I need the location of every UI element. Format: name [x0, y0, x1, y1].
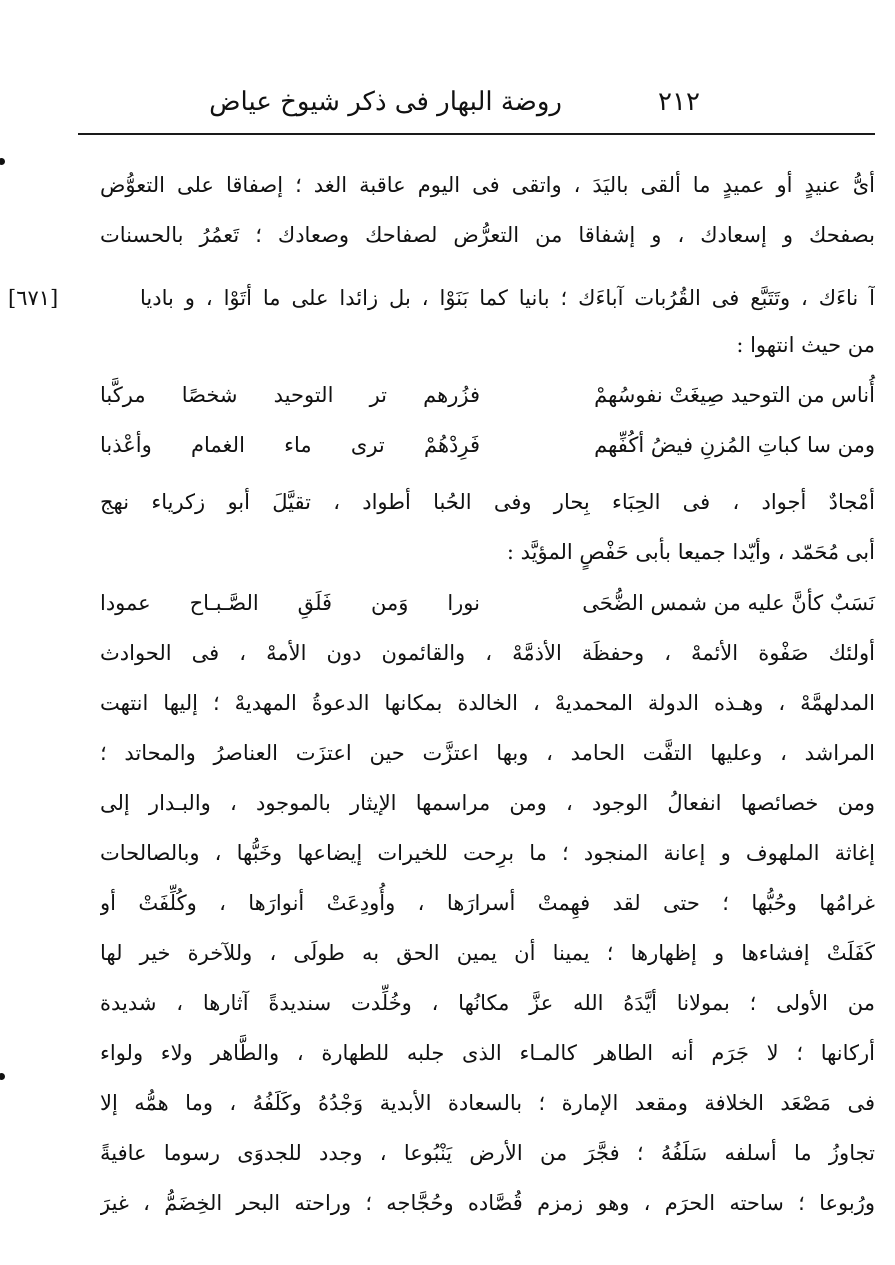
text-line: إغاثة الملهوف و إعانة المنجود ؛ ما برِحت للخيرات إيضاعها وخَبُّها ، وبالصالحات — [100, 841, 875, 865]
text-line: تجاوزُ ما أسلفه سَلَفُهُ ؛ فجَّرَ من الأرض يَنْبُوعا ، وجدد للجدوَى رسوما عافيةً — [100, 1141, 875, 1165]
verse-line — [100, 370, 875, 420]
scan-mark — [0, 1073, 5, 1080]
text-line: آ ناءَك ، وتَتَبَّع فى القُرُبات آباءَك ؛ بانيا كما بَنَوْا ، بل زائدا على ما أتَوْا ، و باديا — [140, 286, 875, 310]
verse-hemistich: فَرِدْهُمْ ترى ماء الغمام وأعْذبا — [100, 433, 480, 457]
text-line: ورُبوعا ؛ ساحته الحرَم ، وهو زمزم قُصَّاده وحُجَّاجه ؛ وراحته البحر الخِضَمُّ ، غيرَ — [100, 1191, 875, 1215]
text-line: أمْجادٌ أجواد ، فى الحِبَاء بِحار وفى الحُبا أطواد ، تقيَّلَ أبو زكرياء نهج — [100, 490, 875, 514]
text-line: بصفحك و إسعادك ، و إشفاقا من التعرُّض لصفاحك وصعادك ؛ تَعمُرُ بالحسنات — [100, 223, 875, 247]
verse-hemistich: فزُرهم تر التوحيد شخصًا مركَّبا — [100, 383, 480, 407]
margin-reference: [٦٧١] — [8, 286, 59, 310]
running-title: روضة البهار فى ذكر شيوخ عياض — [209, 87, 562, 117]
text-line: كَفَلَتْ إفشاءها و إظهارها ؛ يمينا أن يمين الحق به طولَى ، وللآخرة خير لها — [100, 941, 875, 965]
text-line: أولئك صَفْوة الأئمهْ ، وحفظَة الأذمَّهْ ، والقائمون دون الأمهْ ، فى الحوادث — [100, 641, 875, 665]
verse-hemistich: ومن سا كباتِ المُزنِ فيضُ أكُفِّهم — [594, 433, 875, 457]
text-line: فى مَصْعَد الخلافة ومقعد الإمارة ؛ بالسعادة الأبدية وَجْدُهُ وكَلَفُهُ ، وما همُّه إلا — [100, 1091, 875, 1115]
text-line: ومن خصائصها انفعالُ الوجود ، ومن مراسمها الإيثار بالموجود ، والبـدار إلى — [100, 791, 875, 815]
text-line: أركانها ؛ لا جَرَم أنه الطاهر كالمـاء الذى جلبه للطهارة ، والطَّاهر ولاء ولواء — [100, 1041, 875, 1065]
scan-mark — [0, 158, 5, 165]
text-line: أبى مُحَمّد ، وأيّدا جميعا بأبى حَفْصٍ المؤيَّد : — [506, 540, 875, 564]
verse-hemistich: نورا وَمن فَلَقِ الصَّـبـاح عمودا — [100, 591, 480, 615]
text-line: من حيث انتهوا : — [736, 333, 875, 357]
text-line: المدلهمَّهْ ، وهـذه الدولة المحمديهْ ، الخالدة بمكانها الدعوةُ المهديهْ ؛ إليها انتهت — [100, 691, 875, 715]
verse-line — [100, 420, 875, 470]
text-line: أىُّ عنيدٍ أو عميدٍ ما ألقى باليَدَ ، واتقى فى اليوم عاقبة الغد ؛ إصفاقا على التعوُّض — [100, 173, 875, 197]
verse-hemistich: نَسَبٌ كأنَّ عليه من شمس الضُّحَى — [582, 591, 875, 615]
text-line: من الأولى ؛ بمولانا أيَّدَهُ الله عزَّ مكانُها ، وخُلِّدت سنديدةً آثارها ، شديدة — [100, 991, 875, 1015]
verse-line — [100, 578, 875, 628]
text-line: المراشد ، وعليها التفَّت الحامد ، وبها اعتزَّت حين اعتزَت العناصرُ والمحاتد ؛ — [100, 741, 875, 765]
header-rule — [78, 133, 875, 135]
page-number: ٢١٢ — [658, 87, 700, 117]
text-line: غرامُها وحُبُّها ؛ حتى لقد فهِمتْ أسرارَها ، وأُودِعَتْ أنوارَها ، وكُلِّفَتْ أو — [100, 891, 875, 915]
verse-hemistich: أُناس من التوحيد صِيغَتْ نفوسُهمْ — [594, 383, 875, 407]
